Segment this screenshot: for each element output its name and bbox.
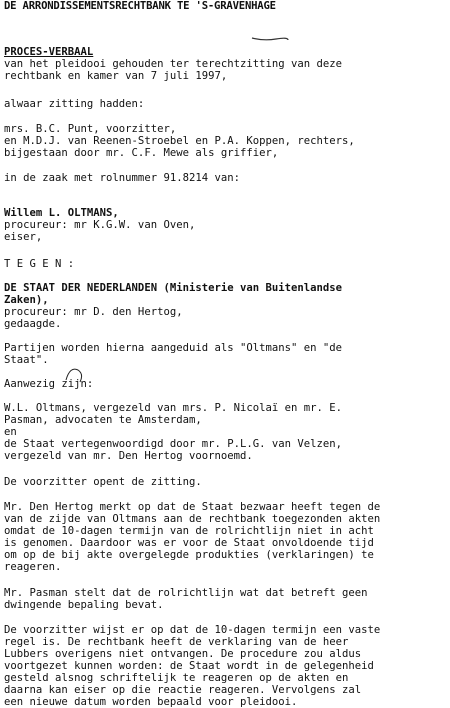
hertog-line-4: is genomen. Daardoor was er voor de Staat onvoldoende tijd [4, 537, 374, 549]
pasman-line-1: Mr. Pasman stelt dat de rolrichtlijn wat dat betreft geen [4, 587, 368, 599]
plaintiff-line-2: eiser, [4, 231, 43, 243]
defendant-line-1: procureur: mr D. den Hertog, [4, 306, 183, 318]
alwaar-line: alwaar zitting hadden: [4, 98, 145, 110]
court-header: DE ARRONDISSEMENTSRECHTBANK TE 'S-GRAVENHAGE [4, 0, 276, 12]
pen-mark [250, 28, 290, 48]
parties-note-line-2: Staat". [4, 354, 49, 366]
voorzitter-line-3: Lubbers overigens niet ontvangen. De procedure zou aldus [4, 648, 362, 660]
judges-line-3: bijgestaan door mr. C.F. Mewe als griffier, [4, 147, 279, 159]
present-line-4: de Staat vertegenwoordigd door mr. P.L.G. van Velzen, [4, 438, 343, 450]
pasman-line-2: dwingende bepaling bevat. [4, 599, 164, 611]
document-heading: PROCES-VERBAAL [4, 46, 94, 58]
voorzitter-line-4: voortgezet kunnen worden: de Staat wordt in de gelegenheid [4, 660, 374, 672]
voorzitter-line-2: regel is. De rechtbank heeft de verklaring van de heer [4, 636, 349, 648]
voorzitter-line-1: De voorzitter wijst er op dat de 10-dagen termijn een vaste [4, 624, 381, 636]
defendant-name-line-2: Zaken), [4, 294, 49, 306]
present-line-2: Pasman, advocaten te Amsterdam, [4, 414, 202, 426]
intro-line-2: rechtbank en kamer van 7 juli 1997, [4, 70, 228, 82]
hertog-line-3: omdat de 10-dagen termijn van de rolrichtlijn niet in acht [4, 525, 374, 537]
tegen-line: T E G E N : [4, 258, 75, 270]
plaintiff-name: Willem L. OLTMANS, [4, 207, 119, 219]
hertog-line-6: reageren. [4, 561, 62, 573]
judges-line-2: en M.D.J. van Reenen-Stroebel en P.A. Koppen, rechters, [4, 135, 355, 147]
defendant-line-2: gedaagde. [4, 318, 62, 330]
parties-note-line-1: Partijen worden hierna aangeduid als "Oltmans" en "de [4, 342, 343, 354]
case-line: in de zaak met rolnummer 91.8214 van: [4, 172, 240, 184]
defendant-name-line-1: DE STAAT DER NEDERLANDEN (Ministerie van Buitenlandse [4, 282, 343, 294]
present-line-3: en [4, 426, 17, 438]
voorzitter-line-6: daarna kan eiser op die reactie reageren. Vervolgens zal [4, 684, 362, 696]
present-line-5: vergezeld van mr. Den Hertog voornoemd. [4, 450, 253, 462]
intro-line-1: van het pleidooi gehouden ter terechtzitting van deze [4, 58, 343, 70]
judges-line-1: mrs. B.C. Punt, voorzitter, [4, 123, 177, 135]
voorzitter-line-5: gesteld alsnog schriftelijk te reageren op de akten en [4, 672, 349, 684]
opening-line: De voorzitter opent de zitting. [4, 476, 202, 488]
plaintiff-line-1: procureur: mr K.G.W. van Oven, [4, 219, 196, 231]
hertog-line-5: om op de bij akte overgelegde produkties (verklaringen) te [4, 549, 374, 561]
present-label: Aanwezig zijn: [4, 378, 94, 390]
hertog-line-1: Mr. Den Hertog merkt op dat de Staat bezwaar heeft tegen de [4, 501, 381, 513]
hertog-line-2: van de zijde van Oltmans aan de rechtbank toegezonden akten [4, 513, 381, 525]
present-line-1: W.L. Oltmans, vergezeld van mrs. P. Nicolaï en mr. E. [4, 402, 343, 414]
voorzitter-line-7: een nieuwe datum worden bepaald voor pleidooi. [4, 696, 298, 708]
